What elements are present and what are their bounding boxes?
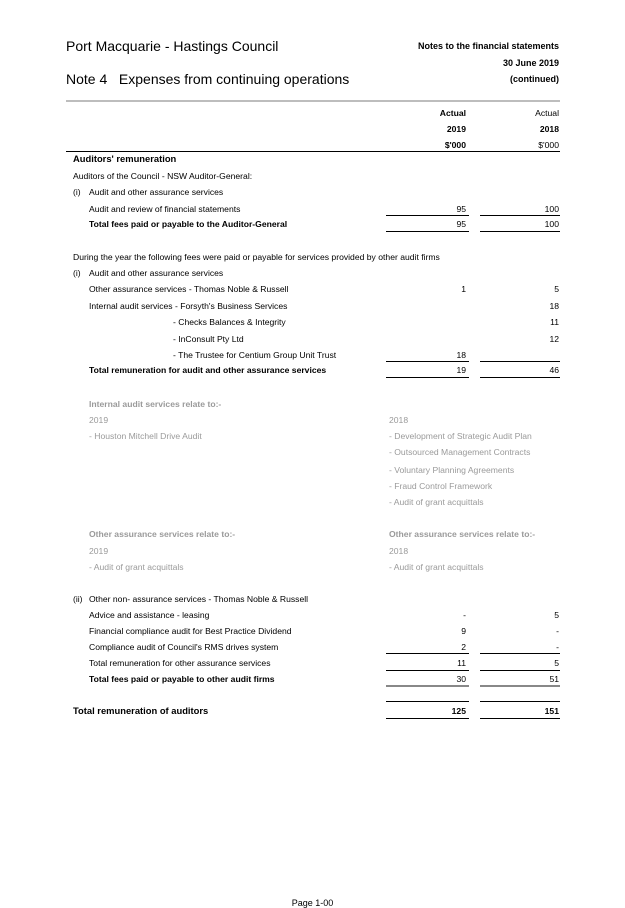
row-label: - Checks Balances & Integrity xyxy=(173,317,286,327)
table-row xyxy=(0,655,625,671)
year-2018: 2018 xyxy=(389,415,409,425)
value-2018: 100 xyxy=(544,219,559,229)
row-label: Compliance audit of Council's RMS drives system xyxy=(89,642,279,652)
internal-2019-item: - Houston Mitchell Drive Audit xyxy=(89,431,202,441)
row-label: Audit and other assurance services xyxy=(89,268,224,278)
year-2019: 2019 xyxy=(89,415,109,425)
other-2018-item: - Audit of grant acquittals xyxy=(389,562,484,572)
value-2018: 151 xyxy=(544,706,559,716)
value-2018: 46 xyxy=(549,365,559,375)
value-2019: 95 xyxy=(456,219,466,229)
internal-2018-item: - Fraud Control Framework xyxy=(389,481,493,491)
table-row-total xyxy=(0,216,625,232)
value-2019: 2 xyxy=(461,642,466,652)
table-row xyxy=(0,281,625,297)
other-assurance-heading xyxy=(0,526,625,542)
row-label: - The Trustee for Centium Group Unit Trust xyxy=(173,350,337,360)
value-2018: 18 xyxy=(549,301,559,311)
value-2018: - xyxy=(556,642,559,652)
list-item xyxy=(0,478,625,494)
col1-unit: $'000 xyxy=(444,140,466,150)
row-label: During the year the following fees were paid or payable for services provided by other audit firms xyxy=(73,252,440,262)
org-name: Port Macquarie - Hastings Council xyxy=(66,38,279,54)
total-double-rule xyxy=(480,685,560,687)
value-2018: 5 xyxy=(554,658,559,668)
value-2018: 51 xyxy=(549,674,559,684)
section-heading xyxy=(0,151,625,167)
other-2019-item: - Audit of grant acquittals xyxy=(89,562,184,572)
col2-unit: $'000 xyxy=(538,140,559,150)
note-heading: Expenses from continuing operations xyxy=(118,71,350,87)
row-label: - InConsult Pty Ltd xyxy=(173,334,244,344)
row-label: Internal audit services - Forsyth's Business Services xyxy=(89,301,288,311)
value-2018: 5 xyxy=(554,610,559,620)
value-2019: - xyxy=(463,610,466,620)
grand-total-rule-top xyxy=(480,701,560,702)
date-label: 30 June 2019 xyxy=(502,58,559,68)
value-2019: 30 xyxy=(456,674,466,684)
subtotal-rule xyxy=(386,653,469,654)
value-2018: - xyxy=(556,626,559,636)
row-num: (i) xyxy=(73,268,81,278)
row-label: Financial compliance audit for Best Practice Dividend xyxy=(89,626,292,636)
value-2018: 12 xyxy=(549,334,559,344)
notes-label: Notes to the financial statements xyxy=(417,41,559,51)
total-rule xyxy=(386,377,469,378)
col-head-row2 xyxy=(0,121,625,137)
row-label: Audit and review of financial statements xyxy=(89,204,241,214)
row-label: Other assurance services - Thomas Noble & Russell xyxy=(89,284,289,294)
row-label: Total remuneration for other assurance services xyxy=(89,658,271,668)
table-row xyxy=(0,331,625,347)
other-years xyxy=(0,543,625,559)
table-row xyxy=(0,623,625,639)
internal-audit-heading xyxy=(0,396,625,412)
year-2019: 2019 xyxy=(89,546,109,556)
internal-2018-item: - Audit of grant acquittals xyxy=(389,497,484,507)
header-rule xyxy=(66,100,560,102)
table-row xyxy=(0,168,625,184)
list-item xyxy=(0,462,625,478)
grand-total-rule-bottom xyxy=(386,718,469,719)
page-footer: Page 1-00 xyxy=(291,898,334,908)
value-2019: 95 xyxy=(456,204,466,214)
value-2018: 100 xyxy=(544,204,559,214)
list-item xyxy=(0,444,625,460)
row-label: Auditors' remuneration xyxy=(73,153,177,164)
note-number: Note 4 xyxy=(66,71,108,87)
table-row xyxy=(0,265,625,281)
col2-actual: Actual xyxy=(535,108,559,118)
value-2018: 5 xyxy=(554,284,559,294)
list-item xyxy=(0,494,625,510)
internal-2018-item: - Outsourced Management Contracts xyxy=(389,447,531,457)
year-2018: 2018 xyxy=(389,546,409,556)
total-rule xyxy=(480,377,560,378)
internal-2018-item: - Development of Strategic Audit Plan xyxy=(389,431,532,441)
row-label: Total remuneration for audit and other assurance services xyxy=(89,365,327,375)
list-item xyxy=(0,559,625,575)
table-row xyxy=(0,607,625,623)
total-double-rule xyxy=(386,685,469,687)
continued-label: (continued) xyxy=(510,74,559,84)
total-rule xyxy=(386,231,469,232)
col2-year: 2018 xyxy=(539,124,559,134)
grand-total-rule-top xyxy=(386,701,469,702)
table-row-total xyxy=(0,362,625,378)
internal-2018-item: - Voluntary Planning Agreements xyxy=(389,465,515,475)
internal-years xyxy=(0,412,625,428)
row-label: Audit and other assurance services xyxy=(89,187,224,197)
col1-actual: Actual xyxy=(439,108,466,118)
table-row xyxy=(0,314,625,330)
total-rule xyxy=(480,231,560,232)
row-label: Total fees paid or payable to the Auditor-General xyxy=(89,219,288,229)
note-title xyxy=(66,71,349,87)
row-label: Auditors of the Council - NSW Auditor-General: xyxy=(73,171,253,181)
row-label: Total remuneration of auditors xyxy=(73,705,209,716)
grand-total-rule-bottom xyxy=(480,718,560,719)
subtotal-rule xyxy=(480,653,560,654)
col1-year: 2019 xyxy=(446,124,466,134)
row-label: Total fees paid or payable to other audit firms xyxy=(89,674,275,684)
row-num: (ii) xyxy=(73,594,83,604)
value-2019: 18 xyxy=(456,350,466,360)
value-2018: 11 xyxy=(550,317,559,327)
table-row xyxy=(0,591,625,607)
internal-audit-title: Internal audit services relate to:- xyxy=(89,399,222,409)
value-2019: 11 xyxy=(457,658,466,668)
value-2019: 1 xyxy=(461,284,466,294)
row-label: Other non- assurance services - Thomas Noble & Russell xyxy=(89,594,309,604)
grand-total-row xyxy=(0,703,625,719)
table-row xyxy=(0,184,625,200)
other-title-2018: Other assurance services relate to:- xyxy=(389,529,536,539)
value-2019: 125 xyxy=(451,706,466,716)
table-row xyxy=(0,249,625,265)
row-num: (i) xyxy=(73,187,81,197)
row-label: Advice and assistance - leasing xyxy=(89,610,210,620)
other-title-2019: Other assurance services relate to:- xyxy=(89,529,236,539)
list-item xyxy=(0,428,625,444)
value-2019: 19 xyxy=(456,365,466,375)
value-2019: 9 xyxy=(461,626,466,636)
col-head-row1 xyxy=(0,105,625,121)
table-row xyxy=(0,298,625,314)
